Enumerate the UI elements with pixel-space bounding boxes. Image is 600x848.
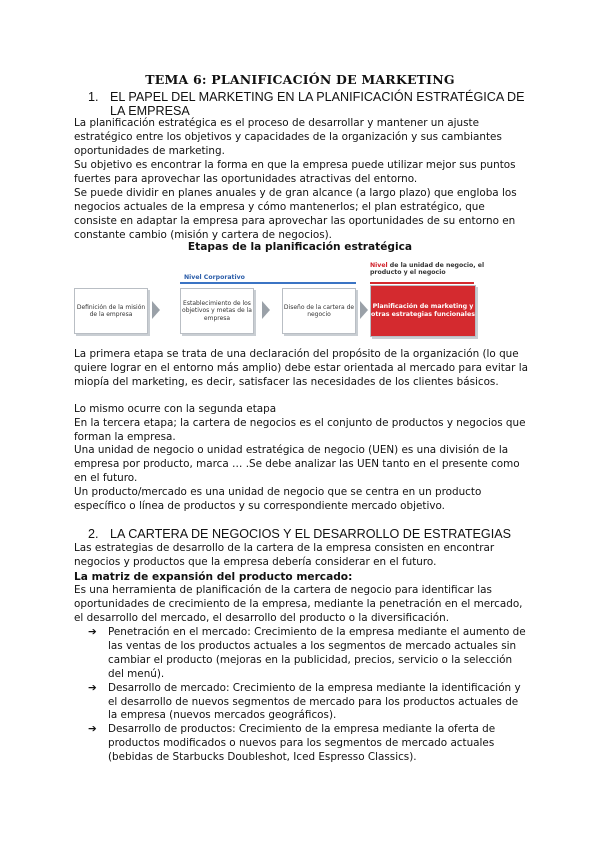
corporate-level-label: Nivel Corporativo	[184, 274, 245, 281]
business-unit-level-bar	[370, 282, 474, 284]
section-1-heading	[88, 90, 528, 118]
arrow-right-icon: ➔	[88, 723, 97, 736]
section-1-number: 1.	[88, 90, 99, 104]
step-box-objectives: Establecimiento de los objetivos y metas de la empresa	[180, 288, 254, 334]
section-2-heading	[88, 527, 528, 541]
arrow-icon	[262, 301, 270, 319]
arrow-right-icon: ➔	[88, 626, 97, 638]
list-item: ➔ Desarrollo de productos: Crecimiento de la empresa mediante la oferta de productos modificados o nuevos para los segmentos de mercado actuales (bebidas de Starbucks Doubleshot, Iced Espresso Classics).	[88, 723, 496, 764]
section-2-heading-text: LA CARTERA DE NEGOCIOS Y EL DESARROLLO DE ESTRATEGIAS	[110, 527, 512, 541]
subheading: La matriz de expansión del producto mercado:	[74, 571, 353, 583]
growth-strategies-list	[88, 626, 528, 765]
arrow-icon	[360, 301, 368, 319]
step-box-mission: Definición de la misión de la empresa	[74, 288, 148, 334]
corporate-level-bar	[180, 282, 356, 284]
paragraph: Lo mismo ocurre con la segunda etapa	[74, 403, 277, 415]
strategic-planning-diagram	[70, 258, 530, 348]
step-box-marketing-planning: Planificación de marketing y otras estrategias funcionales	[370, 285, 476, 337]
paragraph: La planificación estratégica es el proceso de desarrollar y mantener un ajuste estratégico entre los objetivos y capacidades de la organización y sus cambiantes oportunidades de marketing.	[74, 117, 502, 157]
figure-title: Etapas de la planificación estratégica	[187, 241, 413, 253]
paragraph: Es una herramienta de planificación de la cartera de negocio para identificar las oportunidades de crecimiento de la empresa, mediante la penetración en el mercado, el desarrollo del mercado, el desarrollo del producto o la diversificación.	[74, 584, 523, 624]
paragraph: Se puede dividir en planes anuales y de gran alcance (a largo plazo) que engloba los negocios actuales de la empresa y cómo mantenerlos; el plan estratégico, que consiste en adaptar la empresa para aprovechar las oportunidades de su entorno en constante cambio (misión y cartera de negocios).	[74, 187, 517, 241]
section-2-number: 2.	[88, 527, 99, 541]
paragraph: Su objetivo es encontrar la forma en que la empresa puede utilizar mejor sus puntos fuertes para aprovechar las oportunidades atractivas del entorno.	[74, 159, 516, 185]
paragraph: Un producto/mercado es una unidad de negocio que se centra en un producto específico o línea de productos y su correspondiente mercado objetivo.	[74, 486, 482, 512]
step-box-portfolio: Diseño de la cartera de negocio	[282, 288, 356, 334]
paragraph: La primera etapa se trata de una declaración del propósito de la organización (lo que quiere lograr en el entorno más amplio) debe estar orientada al mercado para evitar la miopía del marketing, es decir, satisfacer las necesidades de los clientes básicos.	[74, 348, 528, 388]
list-item: ➔ Penetración en el mercado: Crecimiento de la empresa mediante el aumento de las ventas de los productos actuales a los segmentos de mercado actuales sin cambiar el producto (mejoras en la publicidad, precios, servicio o la selección del menú).	[88, 626, 526, 680]
paragraph: Una unidad de negocio o unidad estratégica de negocio (UEN) es una división de la empresa por producto, marca … .Se debe analizar las UEN tanto en el presente como en el futuro.	[74, 444, 520, 484]
arrow-icon	[152, 301, 160, 319]
arrow-right-icon: ➔	[88, 681, 97, 694]
list-item: ➔ Desarrollo de mercado: Crecimiento de la empresa mediante la identificación y el desarrollo de nuevos segmentos de mercado para los productos actuales de la empresa (nuevos mercados geográficos).	[88, 681, 521, 722]
paragraph: Las estrategias de desarrollo de la cartera de la empresa consisten en encontrar negocios y productos que la empresa debería considerar en el futuro.	[74, 542, 495, 568]
paragraph: En la tercera etapa; la cartera de negocios es el conjunto de productos y negocios que forman la empresa.	[74, 417, 526, 443]
section-1-heading-text: EL PAPEL DEL MARKETING EN LA PLANIFICACIÓN ESTRATÉGICA DE LA EMPRESA	[110, 90, 525, 118]
document-title: TEMA 6: PLANIFICACIÓN DE MARKETING	[145, 72, 455, 87]
business-unit-level-label: Nivel de la unidad de negocio, el producto y el negocio	[370, 262, 485, 276]
